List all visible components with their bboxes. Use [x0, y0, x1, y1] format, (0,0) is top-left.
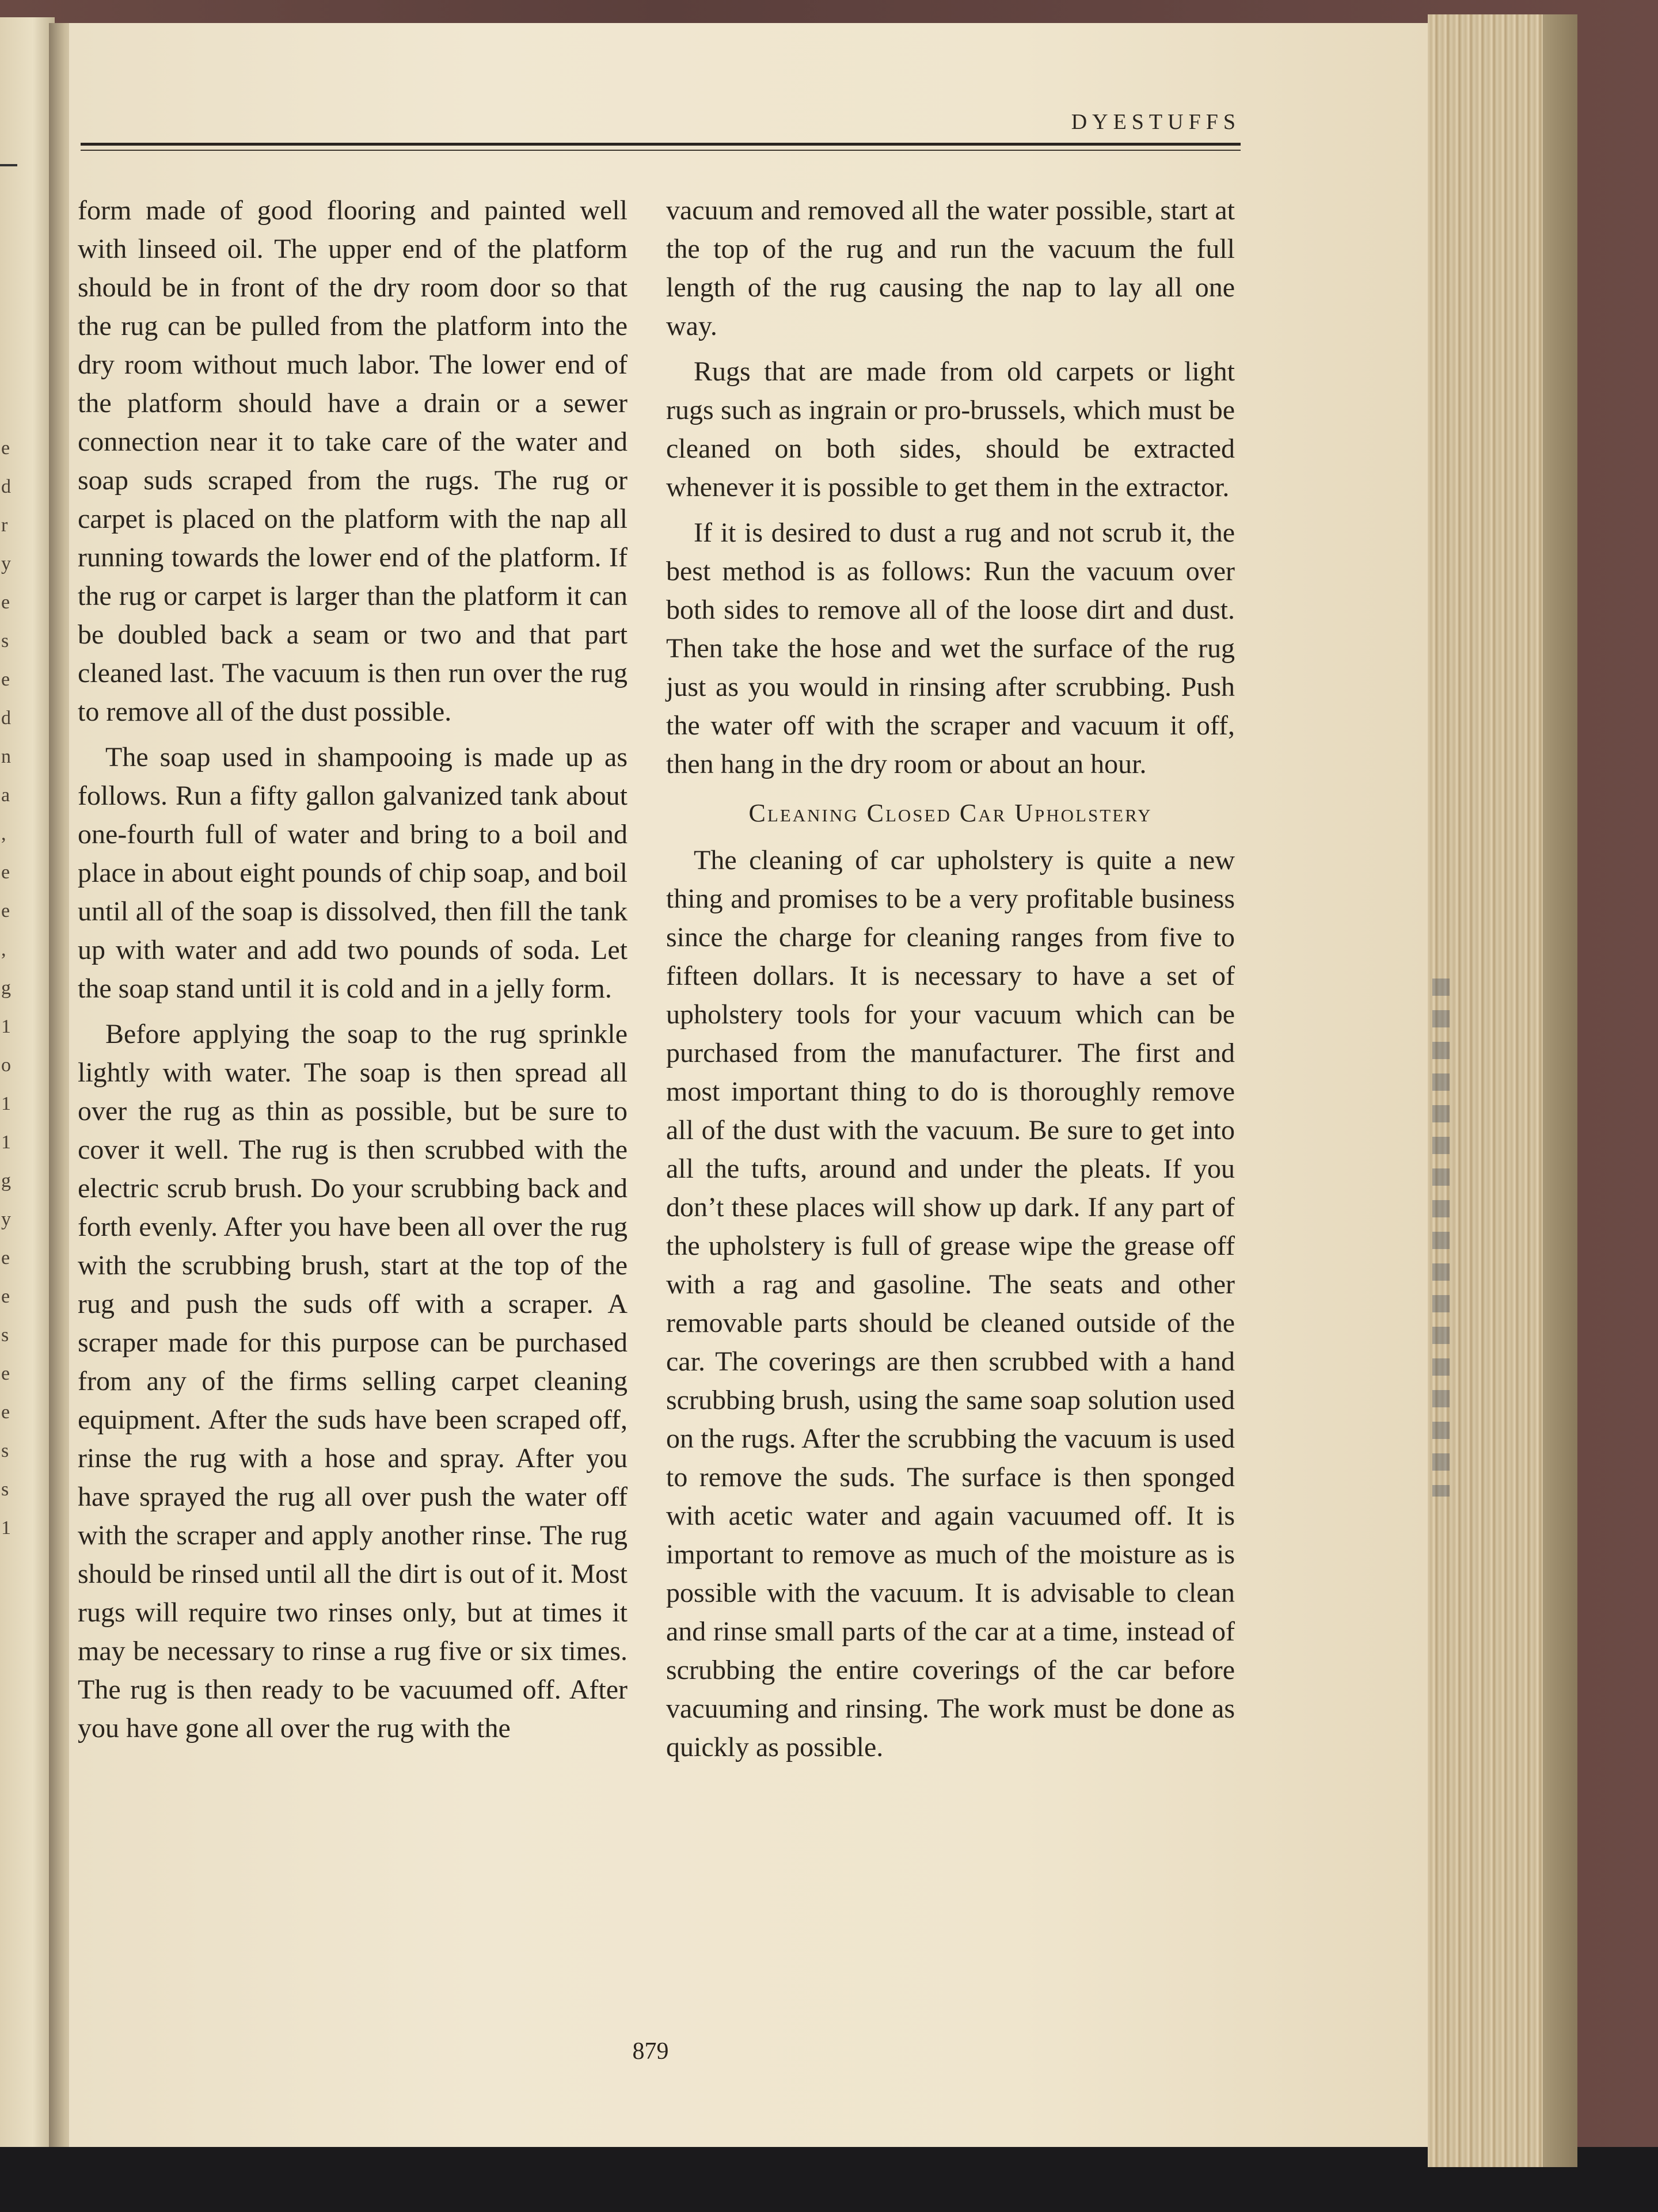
previous-page-fragment: 1: [1, 1093, 11, 1114]
previous-page-rule: [0, 164, 17, 166]
previous-page-fragment: n: [1, 746, 11, 767]
previous-page-fragment: o: [1, 1054, 11, 1076]
paragraph: Rugs that are made from old carpets or light rugs such as ingrain or pro-brussels, which must be cleaned on both sides, should be extracted whenever it is possible to get them in the extractor.: [666, 356, 1235, 502]
previous-page-fragment: s: [1, 1440, 9, 1461]
running-head: DYESTUFFS: [1071, 110, 1241, 134]
library-stamp: [1432, 979, 1450, 1497]
left-column: [78, 191, 628, 1747]
previous-page-fragment: e: [1, 437, 10, 459]
previous-page-fragment: e: [1, 1402, 10, 1423]
previous-page-fragment: ,: [1, 823, 6, 844]
previous-page-fragment: 1: [1, 1132, 11, 1153]
previous-page-fragment: e: [1, 592, 10, 613]
previous-page-fragment: g: [1, 977, 11, 999]
section-heading: Cleaning Closed Car Upholstery: [748, 799, 1153, 827]
previous-page-fragment: s: [1, 630, 9, 652]
paragraph: form made of good flooring and painted well with linseed oil. The upper end of the platform should be in front of the dry room door so that the rug can be pulled from the platform into the dry room without much labor. The lower end of the platform should have a drain or a sewer connection near it to take care of the water and soap suds scraped from the rugs. The rug or carpet is placed on the platform with the nap all running towards the lower end of the platform. If the rug or carpet is larger than the platform it can be doubled back a seam or two and that part cleaned last. The vacuum is then run over the rug to remove all of the dust possible.: [78, 195, 628, 727]
paragraph: If it is desired to dust a rug and not scrub it, the best method is as follows: Run the vacuum over both sides to remove all of the loose dirt and dust. Then take the hose and wet the surface of the rug just as you would in rinsing after scrubbing. Push the water off with the scraper and vacuum it off, then hang in the dry room or about an hour.: [666, 517, 1235, 779]
previous-page-fragment: ,: [1, 939, 6, 960]
background-surface: [0, 2147, 1658, 2212]
previous-page-fragment: g: [1, 1170, 11, 1191]
previous-page-fragment: 1: [1, 1517, 11, 1539]
previous-page-fragment: e: [1, 669, 10, 690]
previous-page-fragment: e: [1, 862, 10, 883]
previous-page-fragment: y: [1, 553, 11, 574]
previous-page-fragment: r: [1, 515, 8, 536]
header-rule-thin: [81, 150, 1241, 151]
previous-page-fragment: e: [1, 1363, 10, 1384]
right-column: [666, 191, 1235, 1766]
paragraph: vacuum and removed all the water possible, start at the top of the rug and run the vacuum the full length of the rug causing the nap to lay all one way.: [666, 195, 1235, 341]
previous-page-fragment: s: [1, 1479, 9, 1500]
previous-page-fragment: 1: [1, 1016, 11, 1037]
paragraph: The cleaning of car upholstery is quite a new thing and promises to be a very profitable business since the charge for cleaning ranges from five to fifteen dollars. It is necessary to have a set of upholstery tools for your vacuum which can be purchased from the manufacturer. The first and most important thing to do is thoroughly remove all of the dust with the vacuum. Be sure to get into all the tufts, around and under the pleats. If you don’t these places will show up dark. If any part of the upholstery is full of grease wipe the grease off with a rag and gasoline. The seats and other removable parts should be cleaned outside of the car. The coverings are then scrubbed with a hand scrubbing brush, using the same soap solution used on the rugs. After the scrubbing the vacuum is used to remove the suds. The surface is then sponged with acetic water and again vacuumed off. It is important to remove as much of the moisture as is possible with the vacuum. It is advisable to clean and rinse small parts of the car at a time, instead of scrubbing the entire coverings of the car before vacuuming and rinsing. The work must be done as quickly as possible.: [666, 845, 1235, 1762]
previous-page-edge: [0, 17, 55, 2147]
previous-page-fragment: y: [1, 1209, 11, 1230]
page-number: 879: [632, 2038, 669, 2065]
paragraph: Before applying the soap to the rug sprinkle lightly with water. The soap is then spread all over the rug as thin as possible, but be sure to cover it well. The rug is then scrubbed with the electric scrub brush. Do your scrubbing back and forth evenly. After you have been all over the rug with the scrubbing brush, start at the top of the rug and push the suds off with a scraper. A scraper made for this purpose can be purchased from any of the firms selling carpet cleaning equipment. After the suds have been scraped off, rinse the rug with a hose and spray. After you have sprayed the rug all over push the water off with the scraper and apply another rinse. The rug should be rinsed until all the dirt is out of it. Most rugs will require two rinses only, but at times it may be necessary to rinse a rug five or six times. The rug is then ready to be vacuumed off. After you have gone all over the rug with the: [78, 1019, 628, 1743]
page-edges-shadow: [1543, 14, 1577, 2167]
previous-page-fragment: e: [1, 1247, 10, 1269]
header-rule: [81, 143, 1241, 146]
previous-page-fragment: e: [1, 900, 10, 922]
previous-page-fragment: a: [1, 785, 10, 806]
previous-page-fragment: s: [1, 1324, 9, 1346]
previous-page-fragment: d: [1, 476, 11, 497]
previous-page-fragment: e: [1, 1286, 10, 1307]
previous-page-fragment: d: [1, 707, 11, 729]
paragraph: The soap used in shampooing is made up as follows. Run a fifty gallon galvanized tank about one-fourth full of water and bring to a boil and place in about eight pounds of chip soap, and boil until all of the soap is dissolved, then fill the tank up with water and add two pounds of soda. Let the soap stand until it is cold and in a jelly form.: [78, 742, 628, 1004]
